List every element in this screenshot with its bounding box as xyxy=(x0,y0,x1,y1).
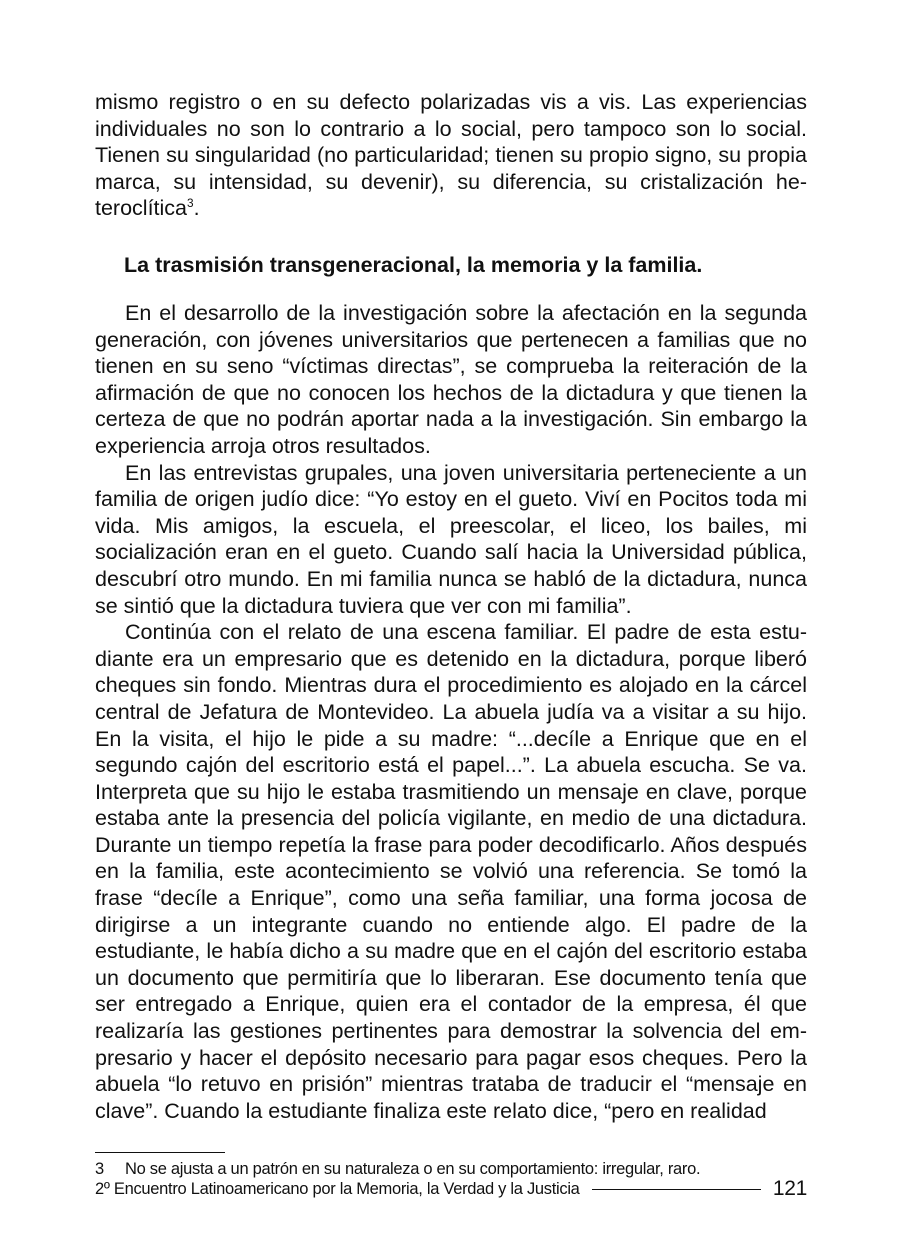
section-heading: La trasmisión transgeneracional, la memoria y la familia. xyxy=(124,253,703,277)
footer-conference-title: 2º Encuentro Latinoamericano por la Memoria, la Verdad y la Justicia xyxy=(95,1179,580,1198)
continuation-paragraph xyxy=(95,89,807,222)
page-footer xyxy=(95,1174,807,1204)
footnote-divider xyxy=(95,1152,225,1153)
body-paragraph: Continúa con el relato de una escena familiar. El padre de esta estudiante era un empresario que es detenido en la dictadura, porque liberó cheques sin fondo. Mientras dura el procedimiento es alojado en la cárcel central de Jefatura de Montevideo. La abuela judía va a visitar a su hijo. En la visita, el hijo le pide a su madre: “...decíle a Enrique que en el segundo cajón del escritorio está el papel...”. La abuela escucha. Se va. Interpreta que su hijo le estaba trasmitiendo un mensaje en clave, porque estaba ante la presencia del policía vigilante, en medio de una dictadura. Durante un tiempo repetía la frase para poder decodificarlo. Años después en la familia, este acontecimiento se volvió una referencia. Se tomó la frase “decíle a Enrique”, como una seña familiar, una forma jocosa de dirigirse a un integrante cuando no entiende algo. El padre de la estudiante, le había dicho a su madre que en el cajón del escritorio estaba un documento que permitiría que lo liberaran. Ese documento tenía que ser entregado a Enrique, quien era el contador de la empresa, él que realizaría las gestiones pertinentes para demostrar la solvencia del empresario y hacer el depósito necesario para pagar esos cheques. Pero la abuela “lo retuvo en prisión” mientras trataba de traducir el “mensaje en clave”. Cuando la estudiante finaliza este relato dice, “pero en realidad xyxy=(95,620,807,1123)
body-paragraph: En las entrevistas grupales, una joven universitaria perteneciente a un familia de origen judío dice: “Yo estoy en el gueto. Viví en Pocitos toda mi vida. Mis amigos, la escuela, el preescolar, el liceo, los bailes, mi socialización eran en el gueto. Cuando salí hacia la Universidad pública, descubrí otro mundo. En mi familia nunca se habló de la dictadura, nunca se sintió que la dictadura tuviera que ver con mi familia”. xyxy=(95,460,807,618)
page-number: 121 xyxy=(772,1177,807,1200)
continuation-end: . xyxy=(193,196,200,221)
footer-rule xyxy=(592,1189,761,1190)
body-paragraph: En el desarrollo de la investigación sobre la afectación en la segunda generación, con jóvenes universitarios que pertenecen a familias que no tienen en su seno “víctimas directas”, se comprueba la reiteración de la afirmación de que no conocen los hechos de la dictadura y que tienen la certeza de que no podrán aportar nada a la investigación. Sin embargo la experiencia arroja otros resultados. xyxy=(95,301,807,458)
footnote-reference: 3 xyxy=(187,196,194,211)
continuation-text: mismo registro o en su defecto polarizadas vis a vis. Las experiencias individuales no son lo contrario a lo social, pero tampoco son lo social. Tienen su singularidad (no particularidad; tienen su propio signo, su propia marca, su intensidad, su devenir), su diferencia, su cristalización heteroclítica xyxy=(95,90,807,221)
footnote-text: No se ajusta a un patrón en su naturaleza o en su comportamiento: irregular, raro. xyxy=(125,1160,701,1178)
section-body xyxy=(95,300,807,1124)
footnote-number: 3 xyxy=(95,1160,104,1178)
